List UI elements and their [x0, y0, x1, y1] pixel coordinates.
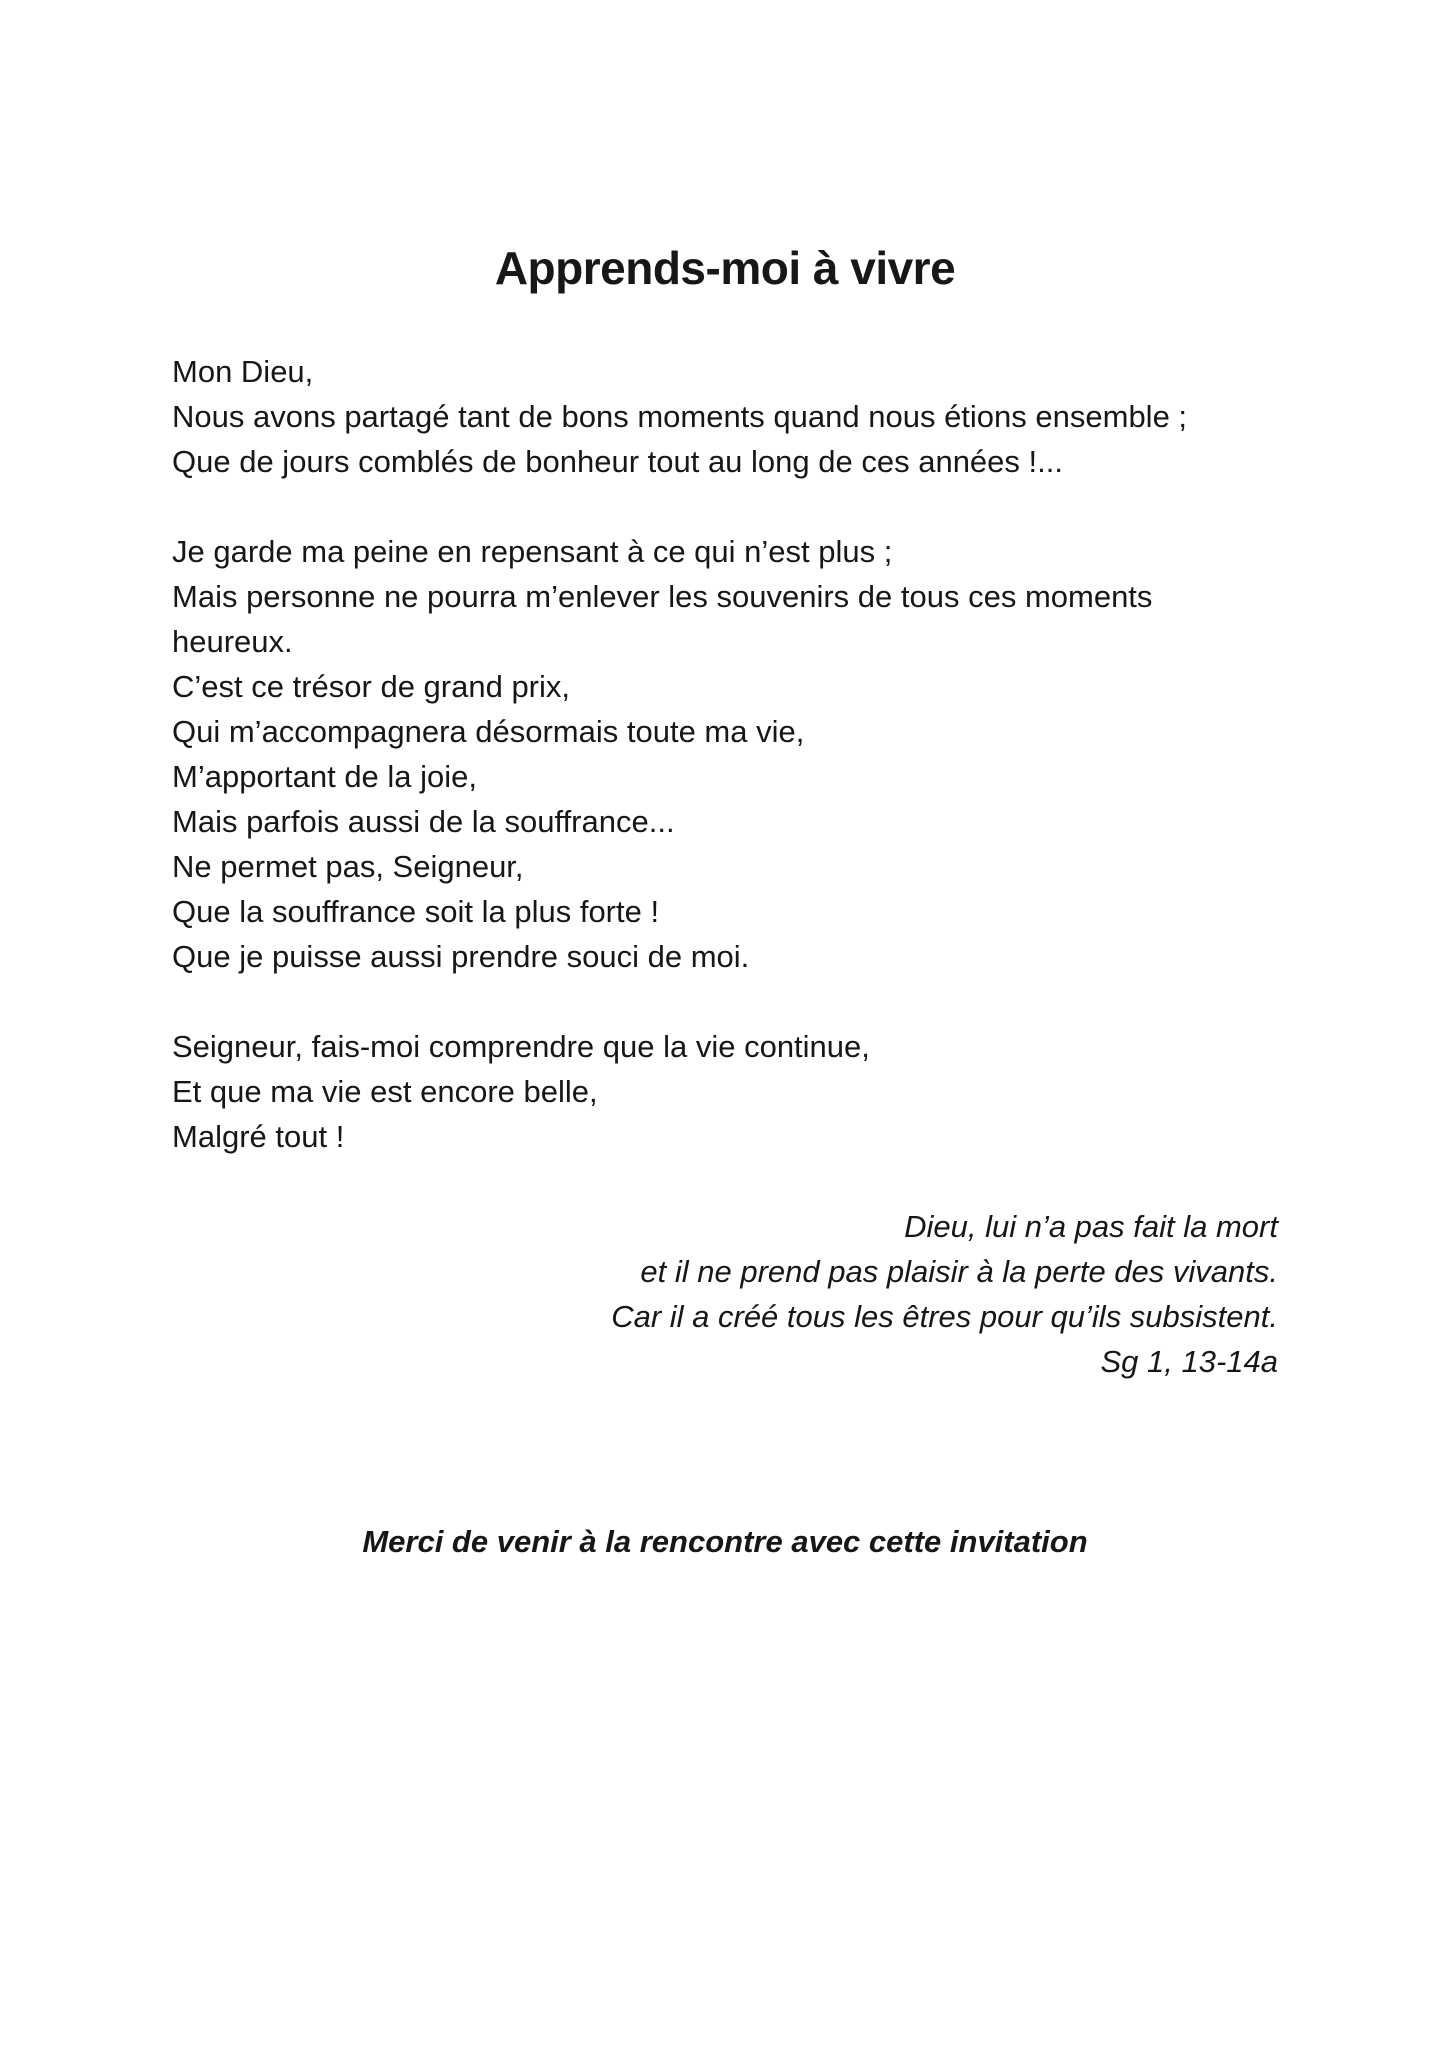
quote-line: Car il a créé tous les êtres pour qu’ils subsistent. — [611, 1299, 1278, 1334]
poem-line: Mais personne ne pourra m’enlever les souvenirs de tous ces moments — [172, 579, 1153, 614]
poem-line: Ne permet pas, Seigneur, — [172, 849, 524, 884]
poem-line: Que de jours comblés de bonheur tout au long de ces années !... — [172, 444, 1063, 479]
document-content — [172, 0, 1278, 1564]
closing-note-block — [172, 1519, 1278, 1564]
document-title: Apprends-moi à vivre — [494, 242, 956, 294]
poem-stanza-2 — [172, 529, 1278, 979]
quote-line: et il ne prend pas plaisir à la perte des vivants. — [640, 1254, 1278, 1289]
poem-line: Et que ma vie est encore belle, — [172, 1074, 598, 1109]
poem-line: Seigneur, fais-moi comprendre que la vie continue, — [172, 1029, 870, 1064]
scripture-reference: Sg 1, 13-14a — [1100, 1344, 1278, 1379]
poem-line: Nous avons partagé tant de bons moments quand nous étions ensemble ; — [172, 399, 1188, 434]
poem-line: Qui m’accompagnera désormais toute ma vie, — [172, 714, 805, 749]
poem-line: Mais parfois aussi de la souffrance... — [172, 804, 675, 839]
quote-line: Dieu, lui n’a pas fait la mort — [904, 1209, 1278, 1244]
poem-line: Que la souffrance soit la plus forte ! — [172, 894, 660, 929]
poem-line: M’apportant de la joie, — [172, 759, 478, 794]
poem-stanza-3 — [172, 1024, 1278, 1159]
poem-line: Je garde ma peine en repensant à ce qui n’est plus ; — [172, 534, 893, 569]
closing-note: Merci de venir à la rencontre avec cette invitation — [362, 1524, 1088, 1559]
scripture-quote — [172, 1204, 1278, 1384]
poem-line: Que je puisse aussi prendre souci de moi. — [172, 939, 750, 974]
poem-line: heureux. — [172, 624, 293, 659]
poem-line: C’est ce trésor de grand prix, — [172, 669, 571, 704]
poem-line: Malgré tout ! — [172, 1119, 345, 1154]
poem-line: Mon Dieu, — [172, 354, 314, 389]
poem-stanza-1 — [172, 349, 1278, 484]
